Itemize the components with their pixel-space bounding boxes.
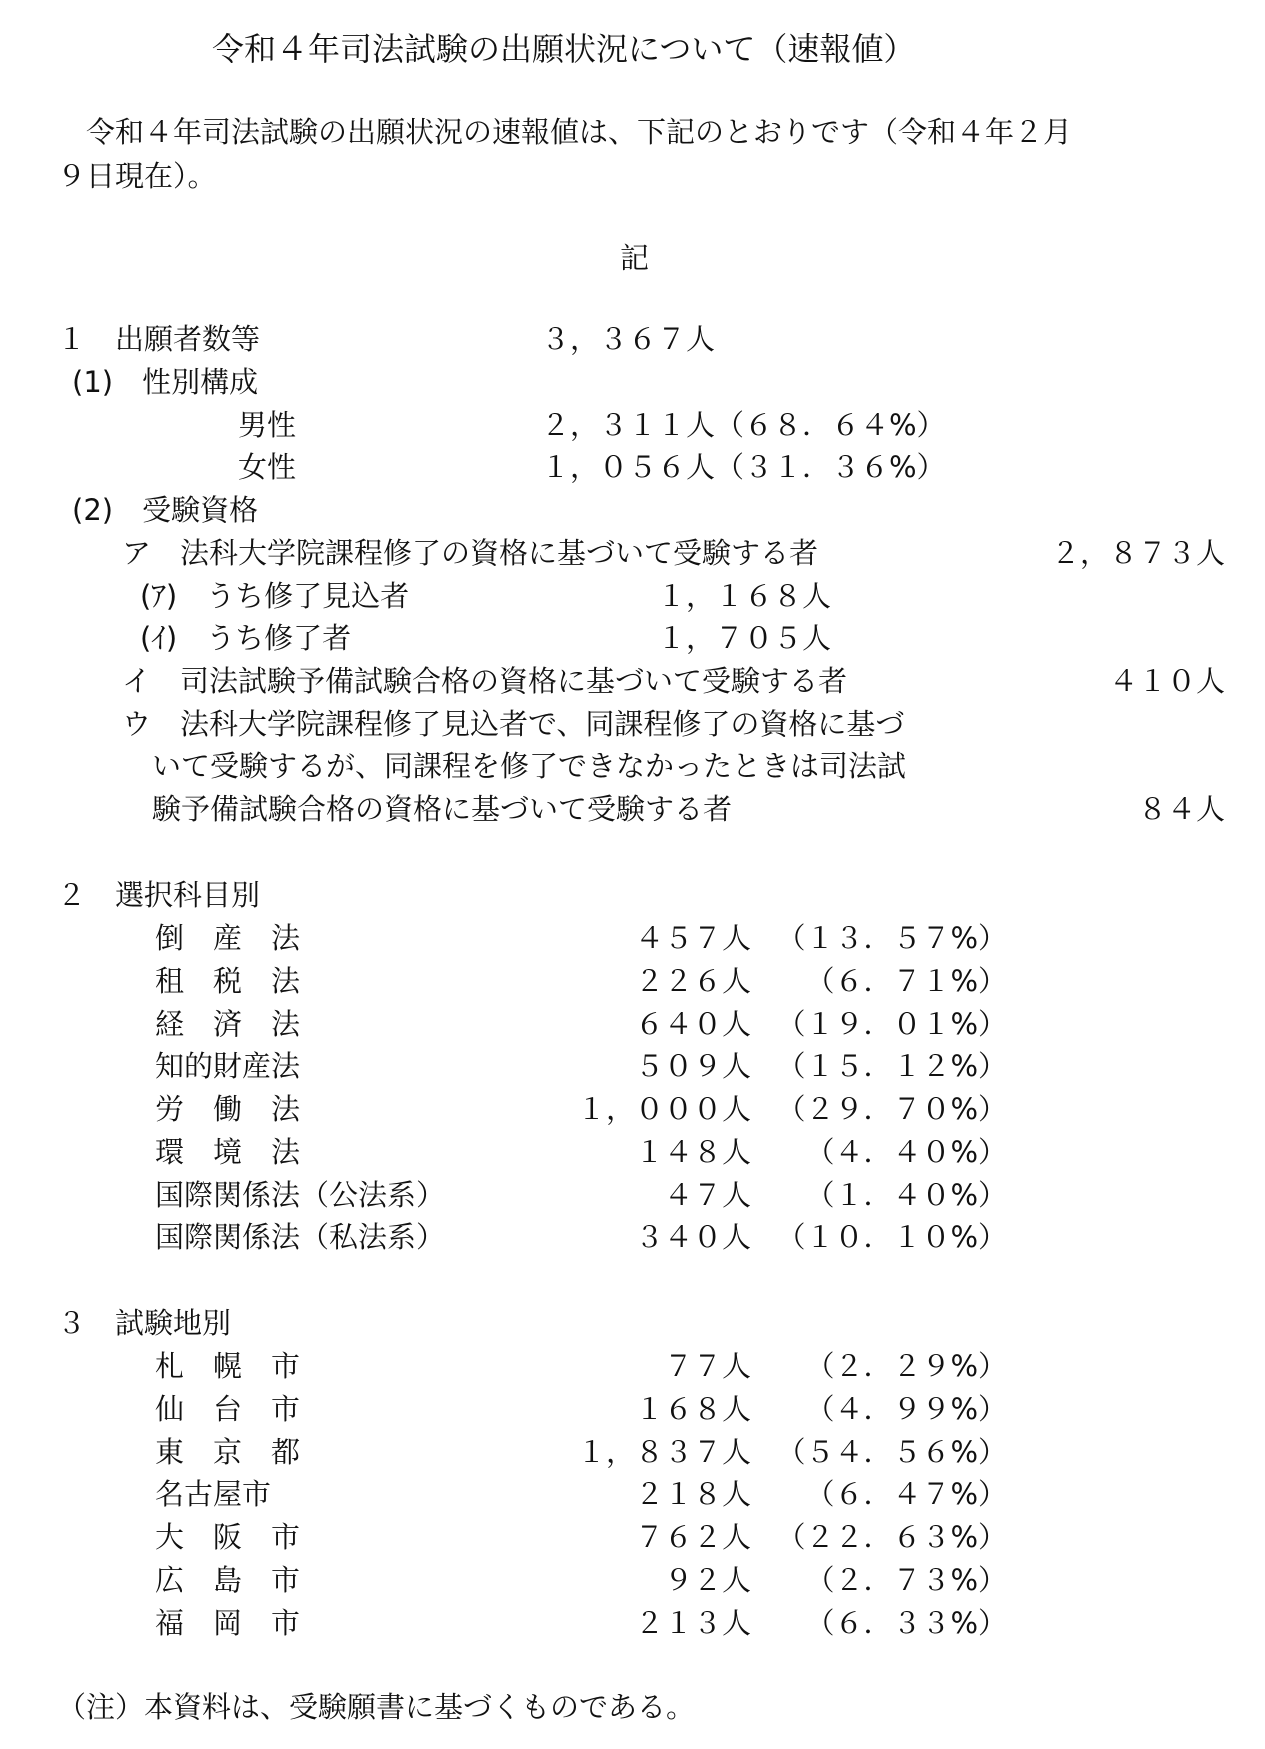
qual-a1-label: (ｱ) うち修了見込者 [140, 579, 410, 613]
subject-label: 労 働 法 [155, 1092, 301, 1126]
venue-pct: （２．７３%） [805, 1563, 1007, 1597]
venue-label: 名古屋市 [155, 1477, 272, 1511]
subject-count: ４７人 [663, 1178, 751, 1212]
venue-count: ７６２人 [634, 1520, 751, 1554]
subject-label: 租 税 法 [155, 964, 301, 998]
qual-i-value: ４１０人 [1108, 664, 1225, 698]
page-title: 令和４年司法試験の出願状況について（速報値） [212, 30, 916, 68]
subject-pct: （１３．５７%） [776, 921, 1007, 955]
qual-u-line-2: いて受験するが、同課程を修了できなかったときは司法試 [152, 749, 907, 783]
subject-pct: （４．４０%） [805, 1135, 1007, 1169]
intro-line-1: 令和４年司法試験の出願状況の速報値は、下記のとおりです（令和４年２月 [86, 115, 1073, 149]
section-2-heading: ２ 選択科目別 [57, 878, 261, 912]
qualification-heading: (2) 受験資格 [72, 493, 259, 527]
venue-label: 東 京 都 [155, 1435, 301, 1469]
venue-count: ２１８人 [634, 1477, 751, 1511]
venue-count: ９２人 [663, 1563, 751, 1597]
subject-count: １４８人 [634, 1135, 751, 1169]
subject-count: ４５７人 [634, 921, 751, 955]
total-applicants: ３，３６７人 [541, 322, 716, 356]
venue-label: 福 岡 市 [155, 1606, 301, 1640]
subject-pct: （１９．０１%） [776, 1007, 1007, 1041]
intro-line-2: ９日現在）。 [57, 159, 217, 193]
female-value: １，０５６人（３１．３６%） [541, 450, 946, 484]
qual-a2-label: (ｲ) うち修了者 [140, 621, 352, 655]
venue-pct: （５４．５６%） [776, 1435, 1007, 1469]
male-value: ２，３１１人（６８．６４%） [541, 408, 946, 442]
qual-a-label: ア 法科大学院課程修了の資格に基づいて受験する者 [122, 536, 819, 570]
qual-i-label: イ 司法試験予備試験合格の資格に基づいて受験する者 [122, 664, 848, 698]
female-label: 女性 [238, 450, 297, 484]
subject-count: ３４０人 [634, 1220, 751, 1254]
subject-pct: （１５．１２%） [776, 1049, 1007, 1083]
venue-pct: （２２．６３%） [776, 1520, 1007, 1554]
section-3-heading: ３ 試験地別 [57, 1306, 232, 1340]
subject-count: ２２６人 [634, 964, 751, 998]
footnote: （注）本資料は、受験願書に基づくものである。 [57, 1690, 696, 1724]
venue-label: 広 島 市 [155, 1563, 301, 1597]
venue-count: ７７人 [663, 1349, 751, 1383]
venue-pct: （２．２９%） [805, 1349, 1007, 1383]
subject-label: 国際関係法（私法系） [155, 1220, 446, 1254]
subject-pct: （１０．１０%） [776, 1220, 1007, 1254]
qual-u-line-1: ウ 法科大学院課程修了見込者で、同課程修了の資格に基づ [122, 707, 905, 741]
venue-pct: （４．９９%） [805, 1392, 1007, 1426]
subject-label: 知的財産法 [155, 1049, 301, 1083]
subject-label: 国際関係法（公法系） [155, 1178, 446, 1212]
venue-label: 札 幌 市 [155, 1349, 301, 1383]
venue-count: ２１３人 [634, 1606, 751, 1640]
subject-label: 環 境 法 [155, 1135, 301, 1169]
subject-count: １，０００人 [576, 1092, 751, 1126]
subject-pct: （１．４０%） [805, 1178, 1007, 1212]
subject-pct: （６．７１%） [805, 964, 1007, 998]
qual-u-line-3: 験予備試験合格の資格に基づいて受験する者 [152, 792, 733, 826]
qual-a-value: ２，８７３人 [1050, 536, 1225, 570]
venue-count: １，８３７人 [576, 1435, 751, 1469]
venue-label: 大 阪 市 [155, 1520, 301, 1554]
section-1-heading: １ 出願者数等 [57, 322, 261, 356]
subject-label: 経 済 法 [155, 1007, 301, 1041]
qual-a1-value: １，１６８人 [657, 579, 832, 613]
venue-label: 仙 台 市 [155, 1392, 301, 1426]
venue-count: １６８人 [634, 1392, 751, 1426]
male-label: 男性 [238, 408, 297, 442]
ki-heading: 記 [620, 241, 650, 275]
subject-count: ６４０人 [634, 1007, 751, 1041]
venue-pct: （６．３３%） [805, 1606, 1007, 1640]
subject-label: 倒 産 法 [155, 921, 301, 955]
gender-heading: (1) 性別構成 [72, 365, 259, 399]
qual-a2-value: １，７０５人 [657, 621, 832, 655]
subject-count: ５０９人 [634, 1049, 751, 1083]
venue-pct: （６．４７%） [805, 1477, 1007, 1511]
subject-pct: （２９．７０%） [776, 1092, 1007, 1126]
qual-u-value: ８４人 [1137, 792, 1225, 826]
